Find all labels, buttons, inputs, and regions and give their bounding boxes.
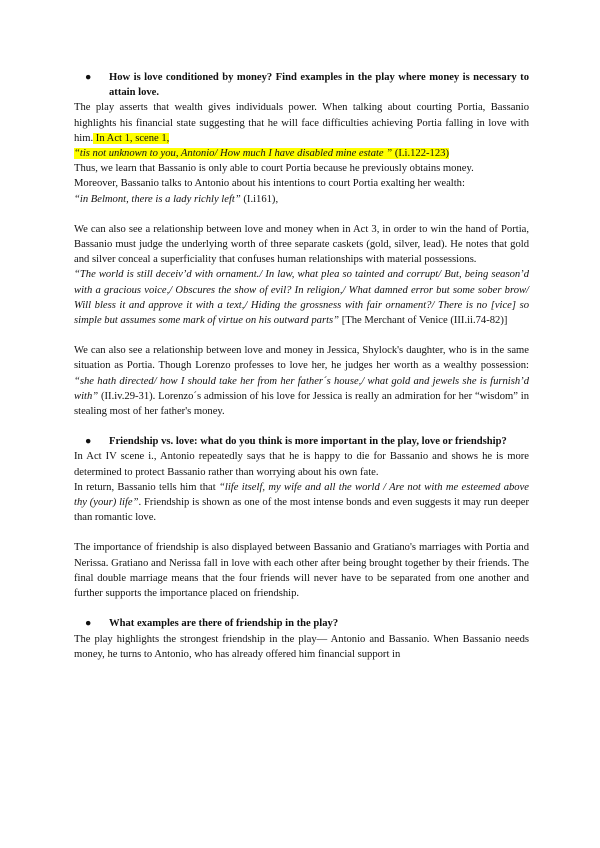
q1-p5-end: (II.iv.29-31). Lorenzo´s admission of his love for Jessica is really an admiration for her “wisdom” in stealing most of her father's money. bbox=[74, 390, 529, 418]
q1-quote-3-ref: [The Merchant of Venice (III.ii.74-82)] bbox=[339, 315, 508, 327]
question-3-text: What examples are there of friendship in the play? bbox=[109, 618, 339, 630]
question-2-heading bbox=[74, 434, 529, 449]
spacer bbox=[74, 207, 529, 222]
q2-quote: “life itself, my wife and all the world / Are not with me esteemed above thy (your) life” bbox=[74, 481, 529, 509]
q2-p2-end: . Friendship is shown as one of the most intense bonds and even suggests it may run deeper than romantic love. bbox=[74, 497, 530, 524]
q1-quote-1-ref: (I.i.122-123) bbox=[392, 148, 449, 160]
q1-paragraph-4: We can also see a relationship between love and money when in Act 3, in order to win the hand of Portia, Bassanio must judge the underlying worth of three separate caskets (gold, silver, lead). He notes that gold and silver conceal a superficiality that confuses human relationships with material possessions. bbox=[74, 223, 529, 266]
q1-quote-1-highlight bbox=[74, 148, 449, 159]
q2-paragraph-2 bbox=[74, 480, 529, 526]
q2-paragraph-1: In Act IV scene i., Antonio repeatedly says that he is happy to die for Bassanio and shows he is more determined to protect Bassanio rather than worrying about his own fate. bbox=[74, 451, 529, 478]
question-2-text: Friendship vs. love: what do you think is more important in the play, love or friendship? bbox=[109, 436, 507, 448]
q1-paragraph-2: Thus, we learn that Bassanio is only able to court Portia because he previously obtains money. bbox=[74, 163, 474, 175]
q1-p1-highlight: In Act 1, scene 1, bbox=[93, 132, 170, 144]
q1-quote-3 bbox=[74, 267, 529, 328]
document-page bbox=[74, 70, 529, 662]
question-1-text: How is love conditioned by money? Find examples in the play where money is necessary to attain love. bbox=[109, 72, 529, 99]
q1-p1-text: The play asserts that wealth gives individuals power. When talking about courting Portia, Bassanio highlights his financial state suggesting that he will face difficulties achieving Portia falling in love with him. bbox=[74, 102, 529, 144]
q1-quote-4: “she hath directed/ how I should take her from her father´s house,/ what gold and jewels she is furnish’d with” bbox=[74, 375, 529, 402]
q1-quote-1 bbox=[74, 146, 529, 161]
bullet-icon: ● bbox=[85, 72, 92, 83]
q1-quote-2-text: “in Belmont, there is a lady richly left” bbox=[74, 193, 241, 205]
spacer bbox=[74, 525, 529, 540]
q2-paragraph-3: The importance of friendship is also displayed between Bassanio and Gratiano's marriages with Portia and Nerissa. Gratiano and Nerissa fall in love with each other after being brought together by their friends. The final double marriage means that the four friends will never have to be separated from one another and further supports the importance placed on friendship. bbox=[74, 542, 529, 600]
q1-quote-1-text: “tis not unknown to you, Antonio/ How much I have disabled mine estate ” bbox=[74, 148, 393, 160]
q1-quote-2-ref: (I.i161), bbox=[240, 193, 279, 205]
q1-paragraph-1 bbox=[74, 100, 529, 146]
q2-p2-start: In return, Bassanio tells him that bbox=[74, 481, 220, 493]
spacer bbox=[74, 419, 529, 434]
question-3-heading bbox=[74, 616, 529, 631]
q1-p5-start: We can also see a relationship between love and money in Jessica, Shylock's daughter, who is in the same situation as Portia. Though Lorenzo professes to love her, he judges her worth as a wealthy possession: bbox=[74, 345, 529, 372]
q1-quote-2 bbox=[74, 192, 529, 207]
q1-paragraph-5 bbox=[74, 343, 529, 419]
q1-quote-3-text: “The world is still deceiv’d with ornament./ In law, what plea so tainted and corrupt/ But, being season’d with a gracious voice,/ Obscures the show of evil? In religion,/ What damned error but some sober brow/ Will bless it and approve it with a text,/ Hiding the grossness with fair ornament?/ There is no [vice] so simple but assumes some mark of virtue on his outward parts” bbox=[74, 269, 529, 327]
q3-paragraph-1: The play highlights the strongest friendship in the play— Antonio and Bassanio. When Bassanio needs money, he turns to Antonio, who has already offered him financial support in bbox=[74, 633, 529, 660]
spacer bbox=[74, 328, 529, 343]
question-1-heading bbox=[74, 70, 529, 100]
bullet-icon: ● bbox=[85, 618, 92, 630]
bullet-icon: ● bbox=[85, 436, 92, 448]
q1-paragraph-3: Moreover, Bassanio talks to Antonio about his intentions to court Portia exalting her wealth: bbox=[74, 178, 465, 190]
spacer bbox=[74, 601, 529, 616]
